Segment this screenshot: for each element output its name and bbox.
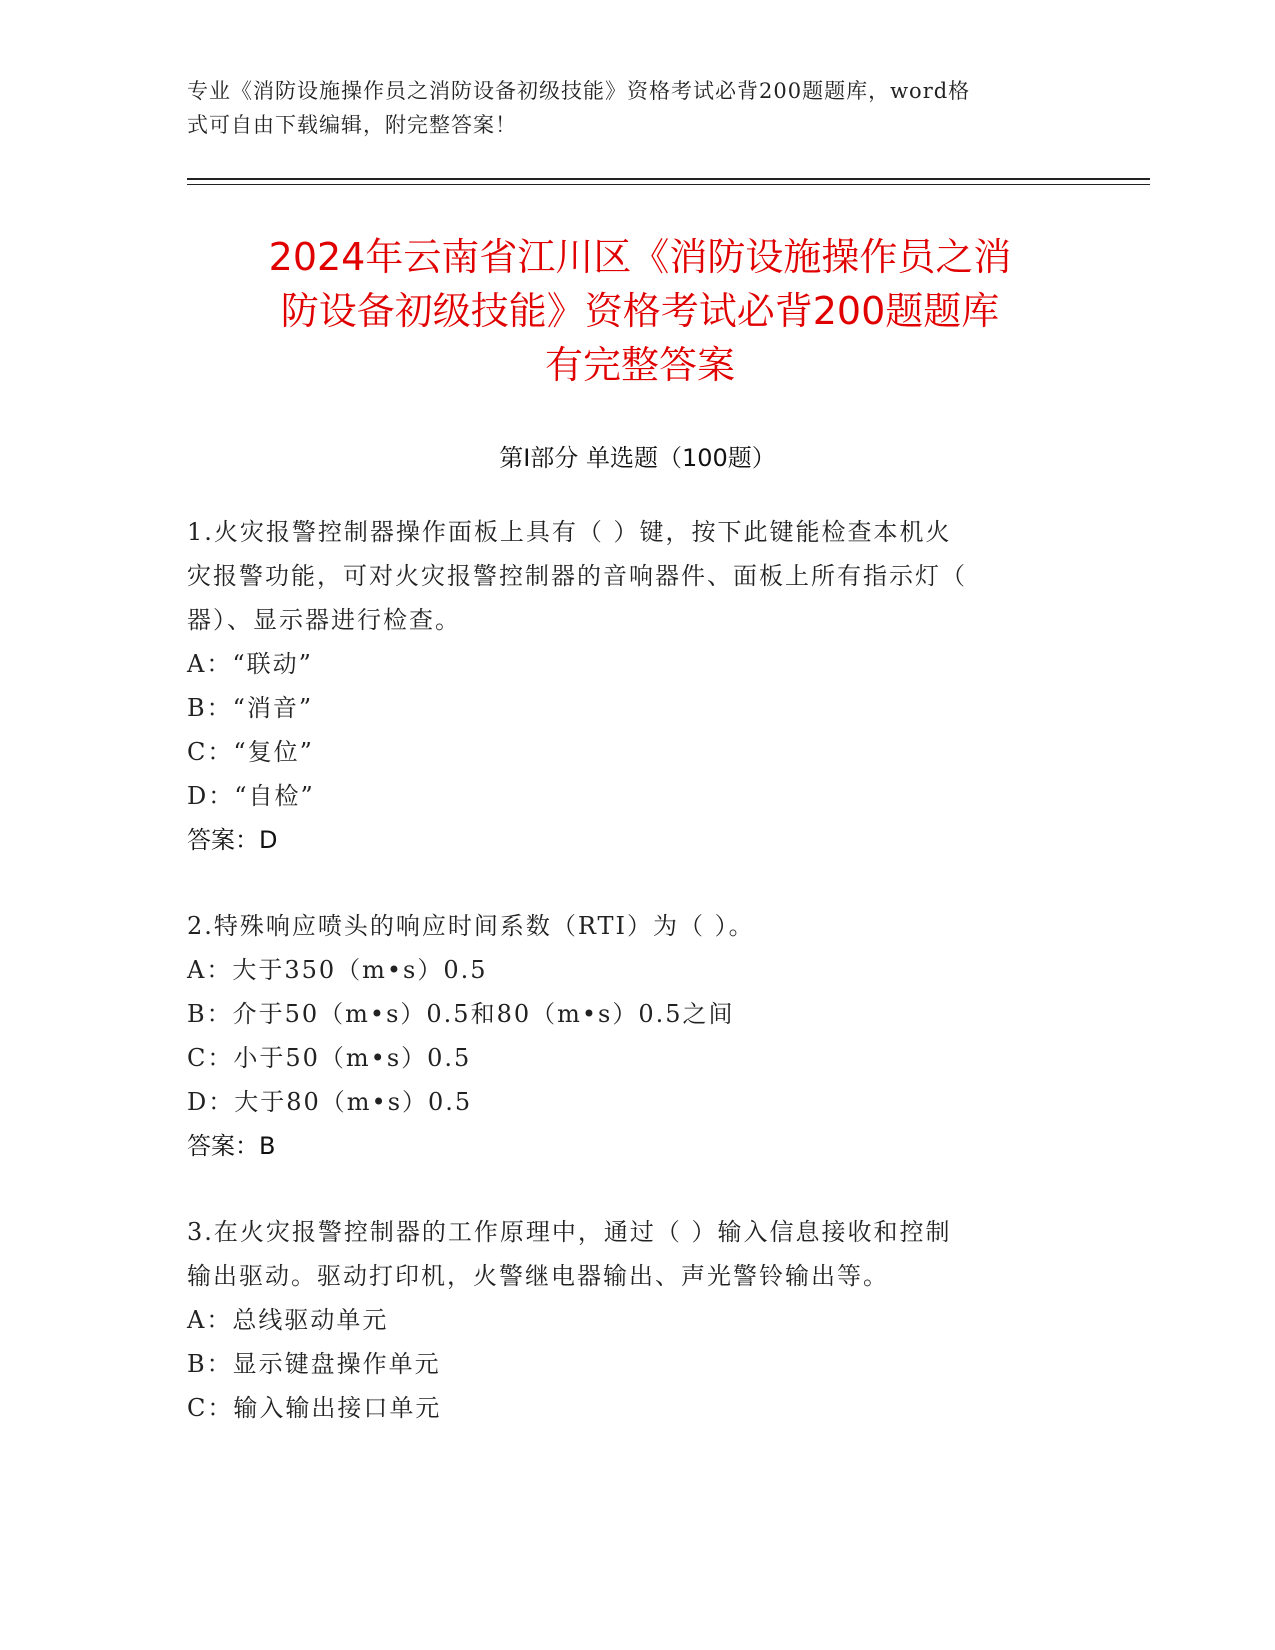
question-1-stem-line-2: 灾报警功能，可对火灾报警控制器的音响器件、面板上所有指示灯（ bbox=[187, 562, 967, 590]
question-1-option-c: C：“复位” bbox=[187, 738, 314, 766]
title-line-2: 防设备初级技能》资格考试必背200题题库 bbox=[280, 289, 1000, 333]
question-2-option-c: C：小于50（m•s）0.5 bbox=[187, 1044, 472, 1072]
title-line-1: 2024年云南省江川区《消防设施操作员之消 bbox=[268, 235, 1012, 279]
header-rule-thick bbox=[187, 178, 1150, 180]
question-2-option-b: B：介于50（m•s）0.5和80（m•s）0.5之间 bbox=[187, 1000, 735, 1028]
section-heading: 第Ⅰ部分 单选题（100题） bbox=[499, 444, 776, 472]
question-2-option-a: A：大于350（m•s）0.5 bbox=[187, 956, 488, 984]
question-1-option-b: B：“消音” bbox=[187, 694, 314, 722]
question-2-stem-line-1: 2.特殊响应喷头的响应时间系数（RTI）为（ ）。 bbox=[187, 912, 755, 940]
document-title bbox=[160, 230, 1120, 392]
question-3-option-c: C：输入输出接口单元 bbox=[187, 1394, 442, 1422]
question-1-stem-line-1: 1.火灾报警控制器操作面板上具有（ ）键，按下此键能检查本机火 bbox=[187, 518, 952, 546]
header-rule-thin bbox=[187, 184, 1150, 185]
question-1-option-d: D：“自检” bbox=[187, 782, 315, 810]
header-note-line-1: 专业《消防设施操作员之消防设备初级技能》资格考试必背200题题库，word格 bbox=[187, 79, 971, 103]
question-2-answer: 答案：B bbox=[187, 1132, 276, 1160]
question-3-stem-line-2: 输出驱动。驱动打印机，火警继电器输出、声光警铃输出等。 bbox=[187, 1262, 889, 1290]
question-1-option-a: A：“联动” bbox=[187, 650, 313, 678]
question-3-option-a: A：总线驱动单元 bbox=[187, 1306, 389, 1334]
header-note-line-2: 式可自由下载编辑，附完整答案！ bbox=[187, 113, 517, 137]
title-line-3: 有完整答案 bbox=[544, 343, 735, 387]
question-2-option-d: D：大于80（m•s）0.5 bbox=[187, 1088, 473, 1116]
header-note bbox=[187, 74, 1067, 142]
question-3-stem-line-1: 3.在火灾报警控制器的工作原理中，通过（ ）输入信息接收和控制 bbox=[187, 1218, 952, 1246]
question-1-answer: 答案：D bbox=[187, 826, 278, 854]
question-3-option-b: B：显示键盘操作单元 bbox=[187, 1350, 441, 1378]
question-1-stem-line-3: 器）、显示器进行检查。 bbox=[187, 606, 461, 634]
